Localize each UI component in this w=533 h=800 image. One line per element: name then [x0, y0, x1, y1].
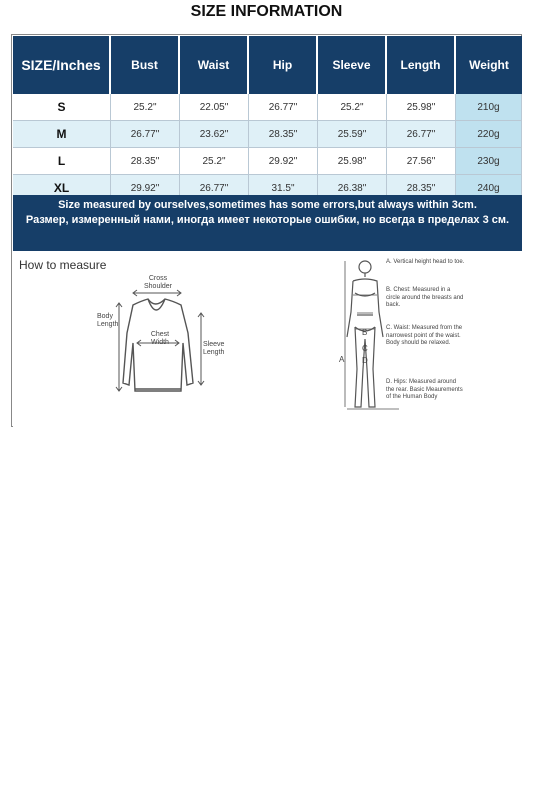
measurement-notice — [13, 195, 522, 251]
cell-weight: 230g — [456, 148, 522, 175]
cell-sleeve: 25.59" — [318, 121, 387, 148]
cell-weight: 220g — [456, 121, 522, 148]
header-size: SIZE/Inches — [13, 36, 111, 94]
header-hip: Hip — [249, 36, 318, 94]
header-bust: Bust — [111, 36, 180, 94]
cell-size: XL — [13, 175, 111, 202]
cell-weight: 240g — [456, 175, 522, 202]
cell-bust: 28.35" — [111, 148, 180, 175]
how-to-measure-heading: How to measure — [19, 258, 107, 272]
label-chest-width: Chest Width — [150, 331, 170, 346]
table-row — [13, 121, 522, 148]
letter-c: C — [362, 344, 368, 353]
cell-hip: 31.5" — [249, 175, 318, 202]
cell-bust: 26.77" — [111, 121, 180, 148]
label-body-length: Body Length — [97, 313, 119, 328]
how-to-measure-panel — [13, 251, 522, 427]
cell-hip: 29.92" — [249, 148, 318, 175]
notice-english: Size measured by ourselves,sometimes has some errors,but always within 3cm. — [58, 199, 477, 211]
cell-waist: 26.77" — [180, 175, 249, 202]
letter-b: B — [362, 328, 368, 337]
note-c: C. Waist: Measured from the narrowest point of the waist. Body should be relaxed. — [386, 325, 463, 346]
table-row — [13, 94, 522, 121]
label-cross-shoulder: Cross Shoulder — [143, 275, 173, 290]
cell-length: 26.77" — [387, 121, 456, 148]
header-length: Length — [387, 36, 456, 94]
cell-size: M — [13, 121, 111, 148]
header-sleeve: Sleeve — [318, 36, 387, 94]
cell-weight: 210g — [456, 94, 522, 121]
cell-length: 28.35" — [387, 175, 456, 202]
size-table — [13, 36, 522, 202]
header-weight: Weight — [456, 36, 522, 94]
cell-size: S — [13, 94, 111, 121]
cell-bust: 25.2" — [111, 94, 180, 121]
page-title: SIZE INFORMATION — [190, 3, 343, 20]
table-header-row — [13, 36, 522, 94]
cell-hip: 28.35" — [249, 121, 318, 148]
label-sleeve-length: Sleeve Length — [203, 341, 225, 356]
cell-sleeve: 26.38" — [318, 175, 387, 202]
cell-hip: 26.77" — [249, 94, 318, 121]
table-row — [13, 148, 522, 175]
cell-sleeve: 25.2" — [318, 94, 387, 121]
cell-waist: 23.62" — [180, 121, 249, 148]
cell-waist: 25.2" — [180, 148, 249, 175]
letter-d: D — [362, 356, 368, 365]
note-a: A. Vertical height head to toe. — [386, 259, 465, 265]
size-chart-sheet — [11, 34, 522, 427]
letter-a: A — [339, 355, 345, 364]
cell-length: 25.98" — [387, 94, 456, 121]
cell-bust: 29.92" — [111, 175, 180, 202]
note-b: B. Chest: Measured in a circle around the breasts and back. — [386, 287, 464, 308]
note-d: D. Hips: Measured around the rear. Basic Meaurements of the Human Body — [386, 379, 463, 400]
cell-size: L — [13, 148, 111, 175]
notice-russian: Размер, измеренный нами, иногда имеет некоторые ошибки, но всегда в пределах 3 см. — [25, 214, 510, 226]
header-waist: Waist — [180, 36, 249, 94]
cell-waist: 22.05" — [180, 94, 249, 121]
cell-length: 27.56" — [387, 148, 456, 175]
cell-sleeve: 25.98" — [318, 148, 387, 175]
